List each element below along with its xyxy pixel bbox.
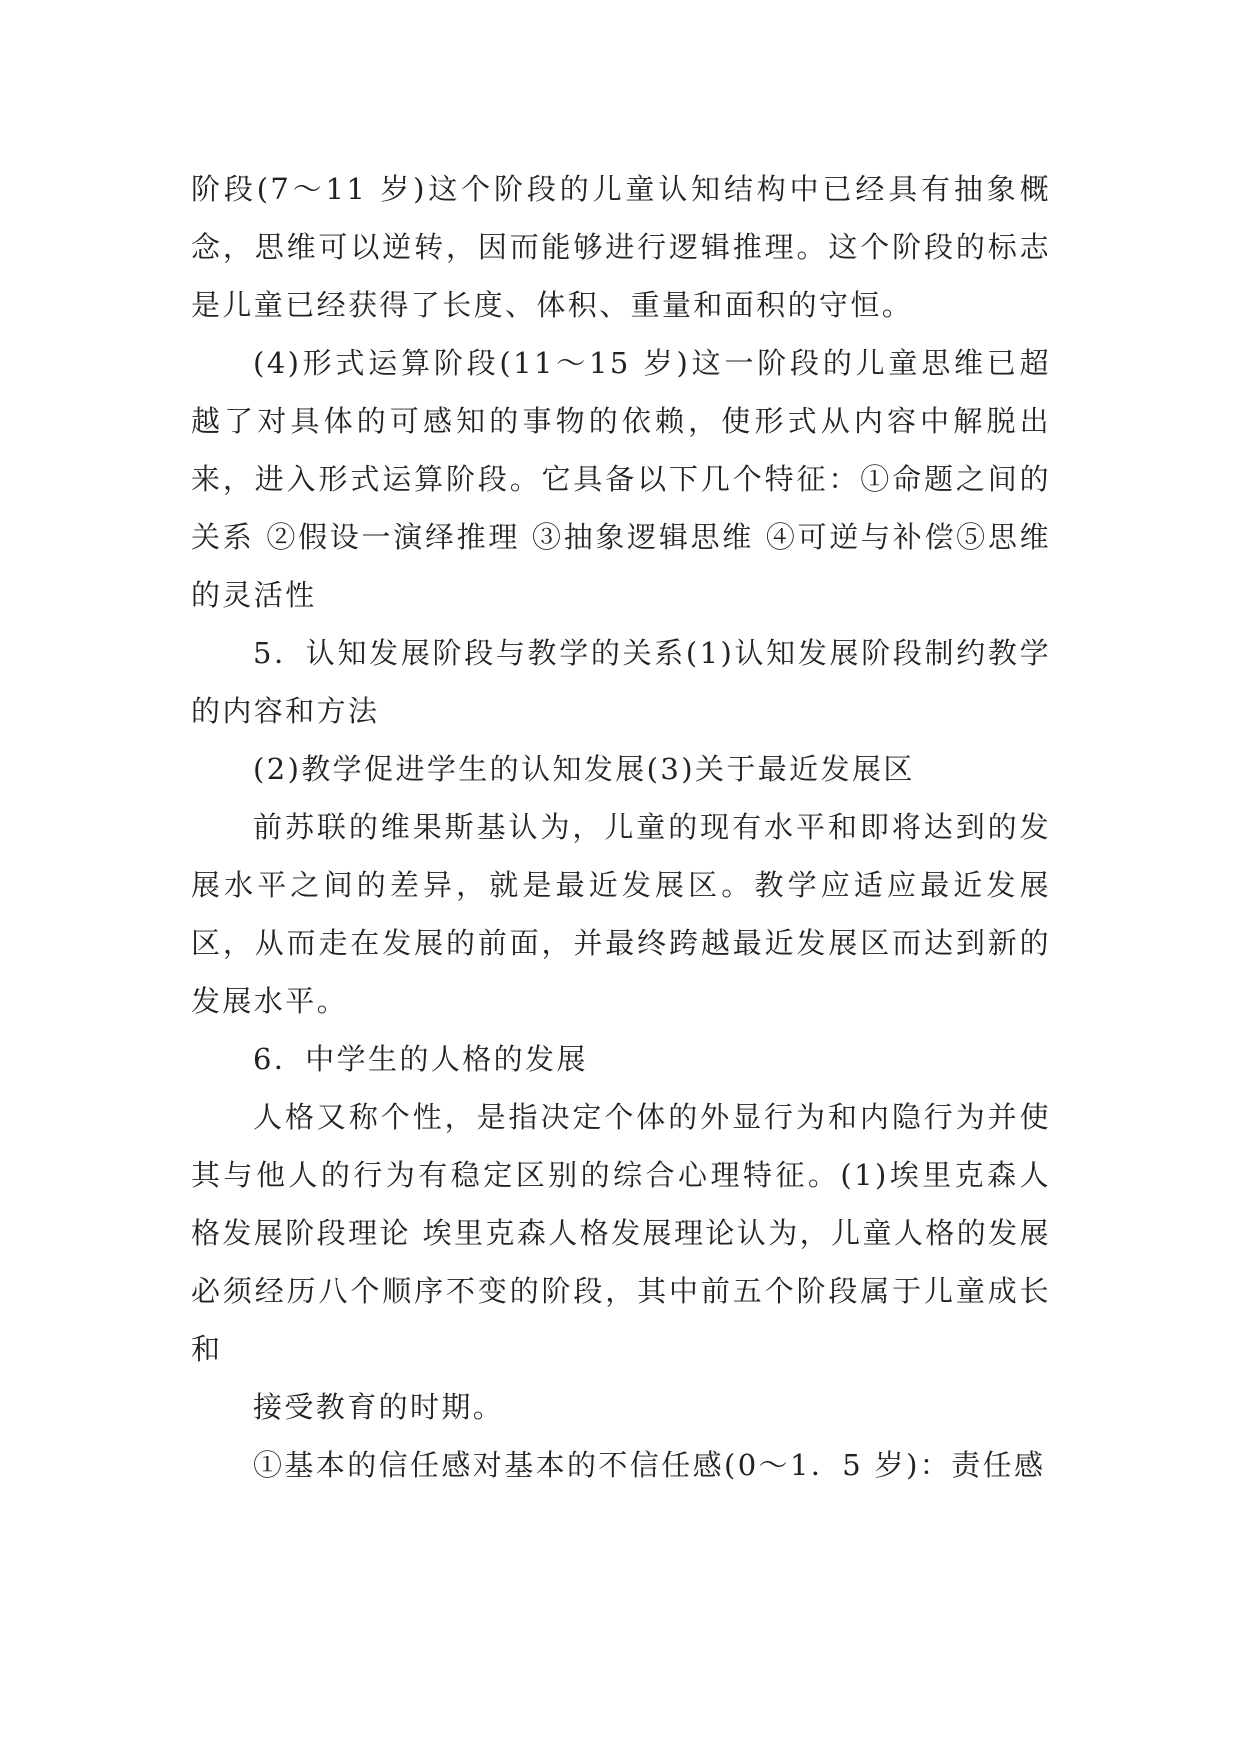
- paragraph-trust-stage: ①基本的信任感对基本的不信任感(0～1．5 岁)：责任感: [253, 1448, 1046, 1482]
- section-heading-personality: 6．中学生的人格的发展: [253, 1042, 588, 1076]
- paragraph-education-period: 接受教育的时期。: [253, 1390, 505, 1424]
- paragraph-zone-heading: (2)教学促进学生的认知发展(3)关于最近发展区: [253, 752, 915, 786]
- paragraph-vygotsky-zpd: 前苏联的维果斯基认为，儿童的现有水平和即将达到的发展水平之间的差异，就是最近发展区。教学应适应最近发展区，从而走在发展的前面，并最终跨越最近发展区而达到新的发展水平。: [191, 810, 1051, 1018]
- paragraph-personality-definition: 人格又称个性，是指决定个体的外显行为和内隐行为并使其与他人的行为有稳定区别的综合心理特征。(1)埃里克森人格发展阶段理论 埃里克森人格发展理论认为，儿童人格的发展必须经历八个顺序不变的阶段，其中前五个阶段属于儿童成长和: [191, 1100, 1051, 1366]
- paragraph-cognition-teaching-relation: 5．认知发展阶段与教学的关系(1)认知发展阶段制约教学的内容和方法: [191, 636, 1051, 728]
- document-body: [191, 160, 1051, 1494]
- paragraph-concrete-operational: 阶段(7～11 岁)这个阶段的儿童认知结构中已经具有抽象概念，思维可以逆转，因而能够进行逻辑推理。这个阶段的标志是儿童已经获得了长度、体积、重量和面积的守恒。: [191, 172, 1051, 322]
- paragraph-formal-operational: (4)形式运算阶段(11～15 岁)这一阶段的儿童思维已超越了对具体的可感知的事物的依赖，使形式从内容中解脱出来，进入形式运算阶段。它具备以下几个特征：①命题之间的关系 ②假设一演绎推理 ③抽象逻辑思维 ④可逆与补偿⑤思维的灵活性: [191, 346, 1051, 612]
